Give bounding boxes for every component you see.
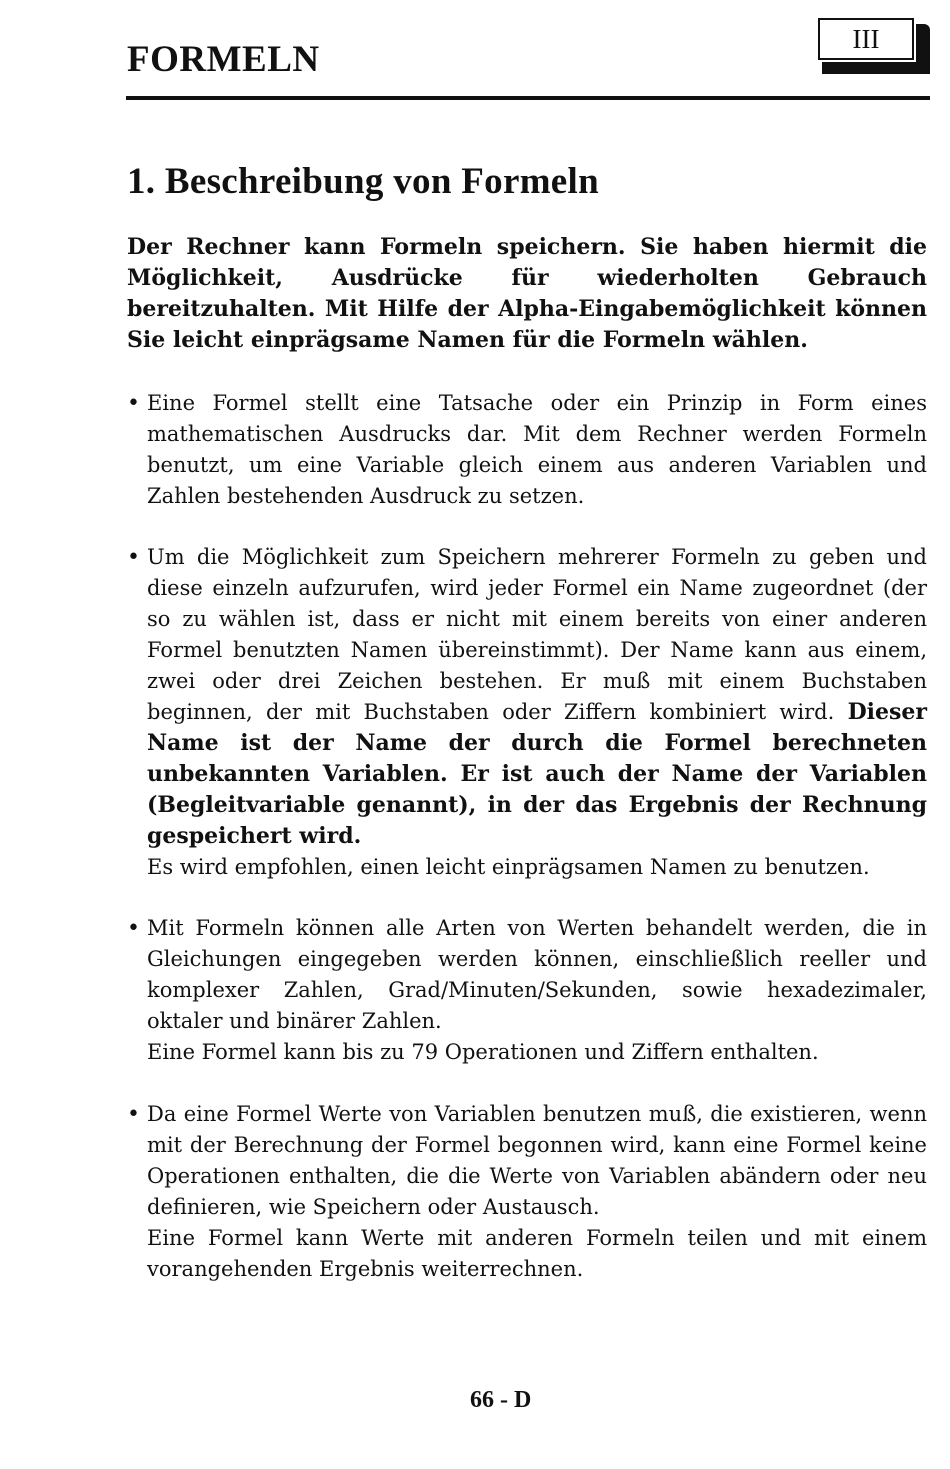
bullet-note: Eine Formel kann Werte mit anderen Formeln teilen und mit einem vorangehenden Ergebnis weiterrechnen. xyxy=(147,1226,927,1281)
page-number: 66 - D xyxy=(470,1387,532,1413)
bullet-icon: • xyxy=(127,916,140,941)
chapter-number-box: III xyxy=(818,18,914,60)
bullet-item-4 xyxy=(127,1099,927,1285)
chapter-tab-shadow xyxy=(822,62,930,74)
bullet-icon: • xyxy=(127,391,140,416)
chapter-tab-shadow-side xyxy=(916,24,930,74)
bullet-text: Um die Möglichkeit zum Speichern mehrerer Formeln zu geben und diese einzeln aufzurufen, wird jeder Formel ein Name zugeordnet (der so zu wählen ist, dass er nicht mit einem bereits von einer anderen Formel benutzten Namen übereinstimmt). Der Name kann aus einem, zwei oder drei Zeichen bestehen. Er muß mit einem Buchstaben beginnen, der mit Buchstaben oder Ziffern kombiniert wird. xyxy=(147,545,927,724)
bullet-text: Mit Formeln können alle Arten von Werten behandelt werden, die in Gleichungen eingegeben werden können, einschließlich reeller und komplexer Zahlen, Grad/Minuten/Sekunden, sowie hexadezimaler, oktaler und binärer Zahlen. xyxy=(147,916,927,1033)
bullet-item-3 xyxy=(127,913,927,1068)
intro-paragraph: Der Rechner kann Formeln speichern. Sie haben hiermit die Möglichkeit, Ausdrücke für wiederholten Gebrauch bereitzuhalten. Mit Hilfe der Alpha-Eingabemöglichkeit können Sie leicht einprägsame Namen für die Formeln wählen. xyxy=(127,234,927,353)
chapter-heading: FORMELN xyxy=(127,39,320,80)
bullet-item-2 xyxy=(127,542,927,883)
header-divider xyxy=(126,96,930,100)
bullet-item-1 xyxy=(127,388,927,512)
bullet-note: Es wird empfohlen, einen leicht einprägsamen Namen zu benutzen. xyxy=(147,855,870,879)
bullet-text: Eine Formel stellt eine Tatsache oder ein Prinzip in Form eines mathematischen Ausdrucks dar. Mit dem Rechner werden Formeln benutzt, um eine Variable gleich einem aus anderen Variablen und Zahlen bestehenden Ausdruck zu setzen. xyxy=(147,391,927,508)
section-title: 1. Beschreibung von Formeln xyxy=(127,161,599,202)
bullet-note: Eine Formel kann bis zu 79 Operationen und Ziffern enthalten. xyxy=(147,1040,819,1064)
chapter-tab xyxy=(818,18,936,80)
bullet-icon: • xyxy=(127,545,140,570)
bullet-icon: • xyxy=(127,1102,140,1127)
bullet-text: Da eine Formel Werte von Variablen benutzen muß, die existieren, wenn mit der Berechnung der Formel begonnen wird, kann eine Formel keine Operationen enthalten, die die Werte von Variablen abändern oder neu definieren, wie Speichern oder Austausch. xyxy=(147,1102,927,1219)
bullet-bold-text: Dieser Name ist der Name der durch die Formel berechneten unbekannten Variablen. Er ist auch der Name der Variablen (Begleitvariable genannt), in der das Ergebnis der Rechnung gespeichert wird. xyxy=(147,699,927,849)
